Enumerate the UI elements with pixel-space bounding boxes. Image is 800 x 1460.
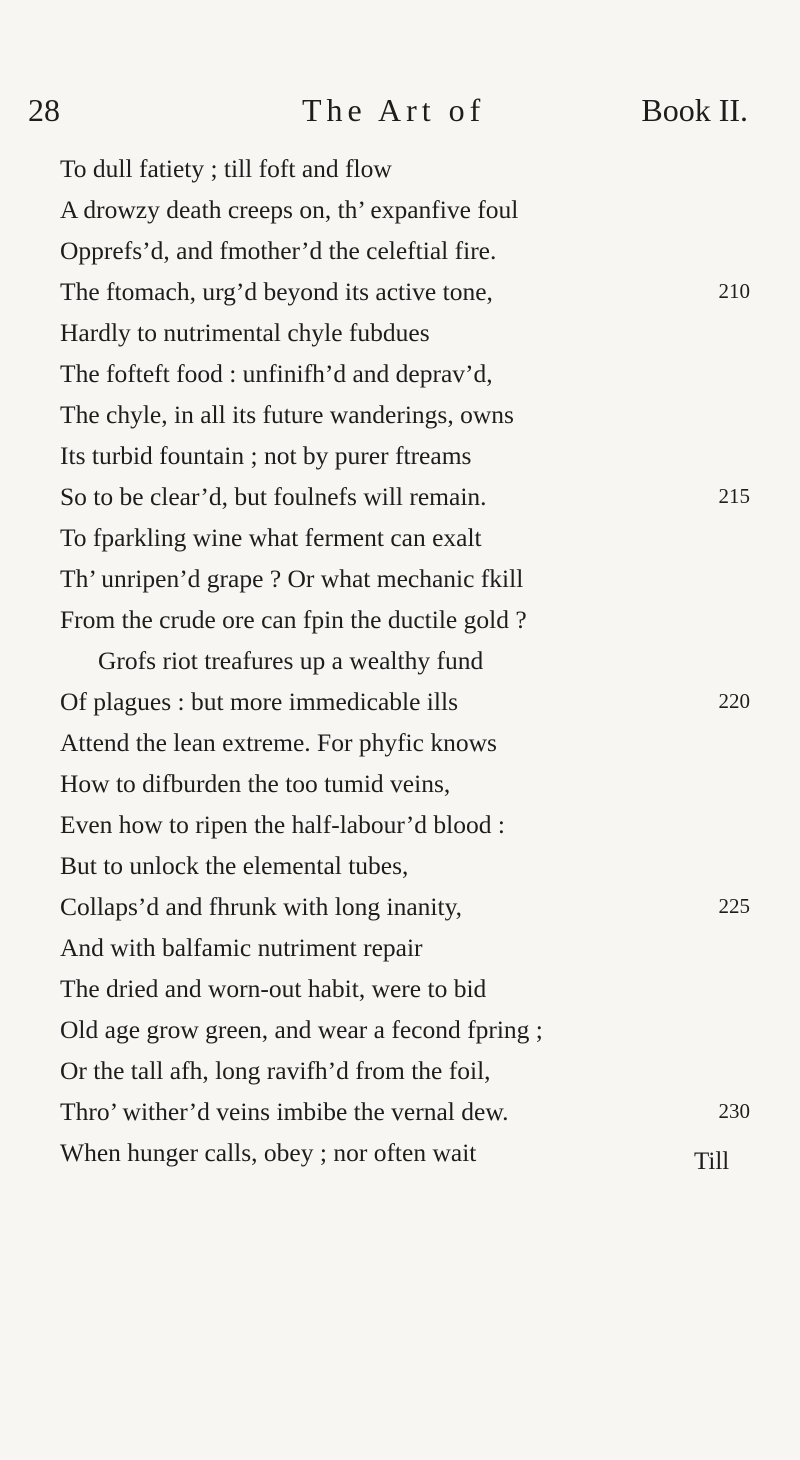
verse-line	[60, 230, 750, 271]
verse-text: Attend the lean extreme. For phyfic knows	[60, 728, 497, 757]
verse-line	[60, 681, 750, 722]
verse-line	[60, 1050, 750, 1091]
verse-text: Hardly to nutrimental chyle fubdues	[60, 318, 430, 347]
verse-text: Its turbid fountain ; not by purer ftreams	[60, 441, 472, 470]
verse-line	[60, 886, 750, 927]
verse-text: The chyle, in all its future wanderings, owns	[60, 400, 514, 429]
verse-line	[60, 804, 750, 845]
verse-line	[60, 1009, 750, 1050]
verse-text: To fparkling wine what ferment can exalt	[60, 523, 482, 552]
line-number: 220	[718, 689, 750, 713]
verse-line	[60, 1091, 750, 1132]
verse-text: Opprefs’d, and fmother’d the celeftial fire.	[60, 236, 497, 265]
verse-text: Collaps’d and fhrunk with long inanity,	[60, 892, 463, 921]
verse-line	[60, 435, 750, 476]
verse-text: Even how to ripen the half-labour’d blood :	[60, 810, 505, 839]
book-label: Book II.	[641, 92, 748, 128]
verse-text: To dull fatiety ; till foft and flow	[60, 154, 392, 183]
verse-line	[60, 927, 750, 968]
verse-text: The ftomach, urg’d beyond its active tone,	[60, 277, 493, 306]
verse-text: The dried and worn-out habit, were to bid	[60, 974, 487, 1003]
verse-text: Thro’ wither’d veins imbibe the vernal dew.	[60, 1097, 509, 1126]
verse-line	[60, 394, 750, 435]
verse-text: The fofteft food : unfinifh’d and deprav’d,	[60, 359, 493, 388]
verse-line	[60, 845, 750, 886]
verse-text: So to be clear’d, but foulnefs will remain.	[60, 482, 487, 511]
verse-line	[60, 599, 750, 640]
verse-line	[60, 968, 750, 1009]
line-number: 210	[718, 279, 750, 303]
page-number: 28	[28, 92, 60, 128]
verse-line	[60, 640, 750, 681]
verse-text: Old age grow green, and wear a fecond fpring ;	[60, 1015, 543, 1044]
verse-text: Of plagues : but more immedicable ills	[60, 687, 458, 716]
verse-text: A drowzy death creeps on, th’ expanfive foul	[60, 195, 519, 224]
verse-text: Or the tall afh, long ravifh’d from the foil,	[60, 1056, 491, 1085]
stanza-1	[60, 148, 750, 640]
verse-line	[60, 763, 750, 804]
verse-text: And with balfamic nutriment repair	[60, 933, 423, 962]
running-title: The Art of	[302, 92, 486, 128]
verse-line	[60, 476, 750, 517]
verse-line	[60, 558, 750, 599]
page-header	[28, 92, 748, 142]
verse-line	[60, 312, 750, 353]
verse-line	[60, 722, 750, 763]
verse-line	[60, 148, 750, 189]
verse-text: Grofs riot treafures up a wealthy fund	[98, 646, 484, 675]
stanza-2	[60, 640, 750, 1173]
verse-line	[60, 1132, 750, 1173]
verse-line	[60, 517, 750, 558]
verse-line	[60, 353, 750, 394]
verse-text: Th’ unripen’d grape ? Or what mechanic fkill	[60, 564, 524, 593]
verse-text: When hunger calls, obey ; nor often wait	[60, 1138, 477, 1167]
verse-line	[60, 271, 750, 312]
line-number: 225	[718, 894, 750, 918]
line-number: 215	[718, 484, 750, 508]
line-number: 230	[718, 1099, 750, 1123]
verse-text: But to unlock the elemental tubes,	[60, 851, 409, 880]
verse-text: How to difburden the too tumid veins,	[60, 769, 451, 798]
verse-text: From the crude ore can fpin the ductile gold ?	[60, 605, 527, 634]
verse-line	[60, 189, 750, 230]
catchword: Till	[694, 1148, 730, 1175]
